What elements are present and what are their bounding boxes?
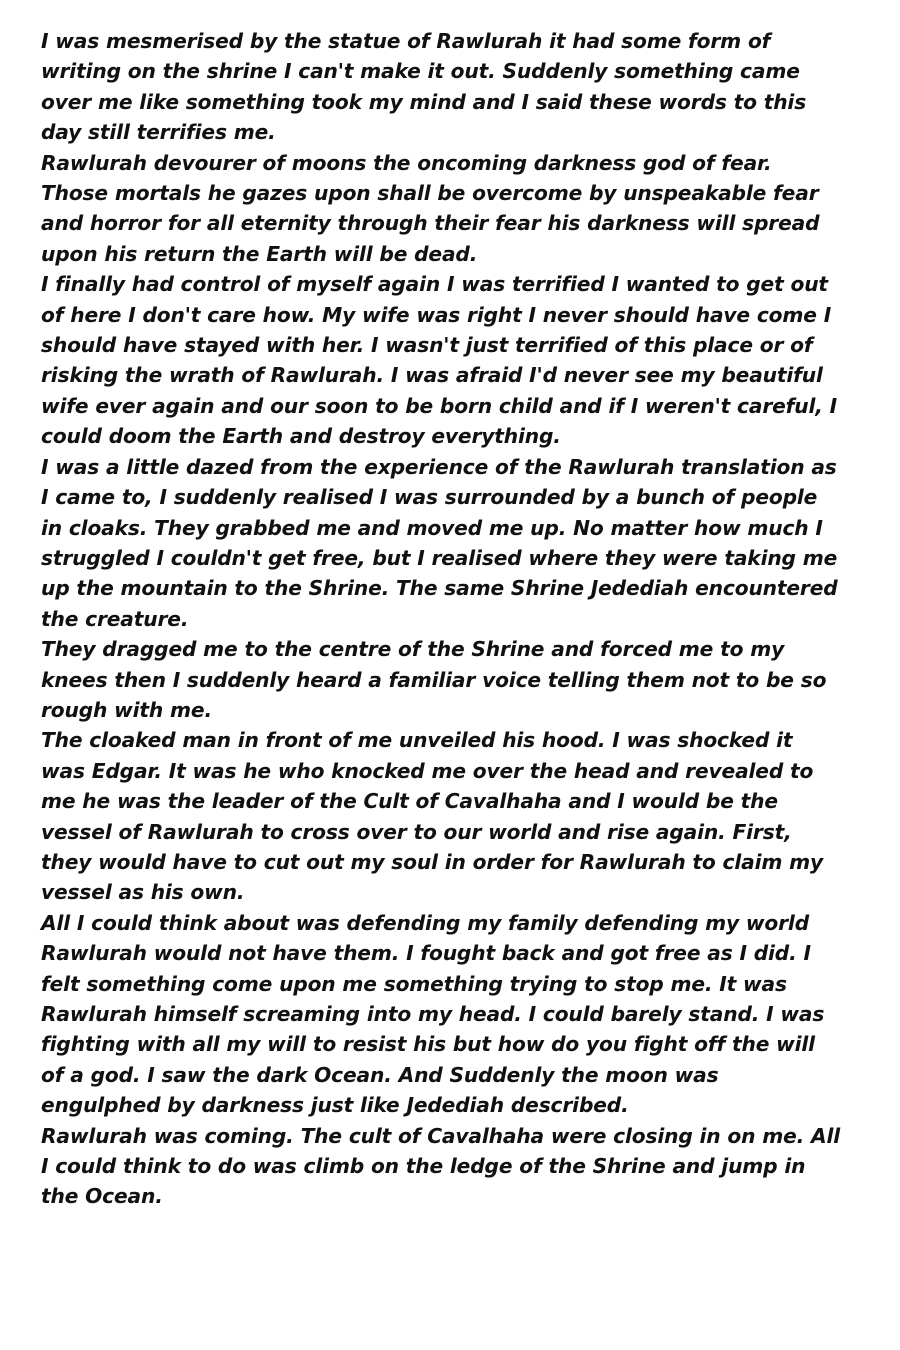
paragraph-statue: I was mesmerised by the statue of Rawlurah it had some form of writing on the shrine I can't make it out. Suddenly something came over me like something took my mind and I said these words to this day still terrifies me.	[41, 29, 807, 145]
paragraph-rawlurah-invocation: Rawlurah devourer of moons the oncoming darkness god of fear. Those mortals he gazes upon shall be overcome by unspeakable fear and horror for all eternity through their fear his darkness will spread upon his return the Earth will be dead.	[41, 150, 820, 266]
paragraph-edgar-revealed: The cloaked man in front of me unveiled his hood. I was shocked it was Edgar. It was he who knocked me over the head and revealed to me he was the leader of the Cult of Cavalhaha and I would be the vessel of Rawlurah to cross over to our world and rise again. First, they would have to cut out my soul in order for Rawlurah to claim my vessel as his own.	[41, 728, 824, 905]
paragraph-fighting-back: All I could think about was defending my family defending my world Rawlurah would not have them. I fought back and got free as I did. I felt something come upon me something trying to stop me. It was Rawlurah himself screaming into my head. I could barely stand. I was fighting with all my will to resist his but how do you fight off the will of a god. I saw the dark Ocean. And Suddenly the moon was engulphed by darkness just like Jedediah described.	[41, 910, 825, 1118]
paragraph-jump-in-ocean: Rawlurah was coming. The cult of Cavalhaha were closing in on me. All I could think to do was climb on the ledge of the Shrine and jump in the Ocean.	[41, 1123, 841, 1209]
story-text-body	[41, 26, 841, 1212]
paragraph-dragged-to-shrine: They dragged me to the centre of the Shrine and forced me to my knees then I suddenly heard a familiar voice telling them not to be so rough with me.	[41, 637, 827, 722]
paragraph-terrified: I finally had control of myself again I was terrified I wanted to get out of here I don't care how. My wife was right I never should have come I should have stayed with her. I wasn't just terrified of this place or of risking the wrath of Rawlurah. I was afraid I'd never see my beautiful wife ever again and our soon to be born child and if I weren't careful, I could doom the Earth and destroy everything.	[41, 272, 838, 449]
paragraph-cloaked-people: I was a little dazed from the experience of the Rawlurah translation as I came to, I suddenly realised I was surrounded by a bunch of people in cloaks. They grabbed me and moved me up. No matter how much I struggled I couldn't get free, but I realised where they were taking me up the mountain to the Shrine. The same Shrine Jedediah encountered the creature.	[41, 454, 838, 631]
